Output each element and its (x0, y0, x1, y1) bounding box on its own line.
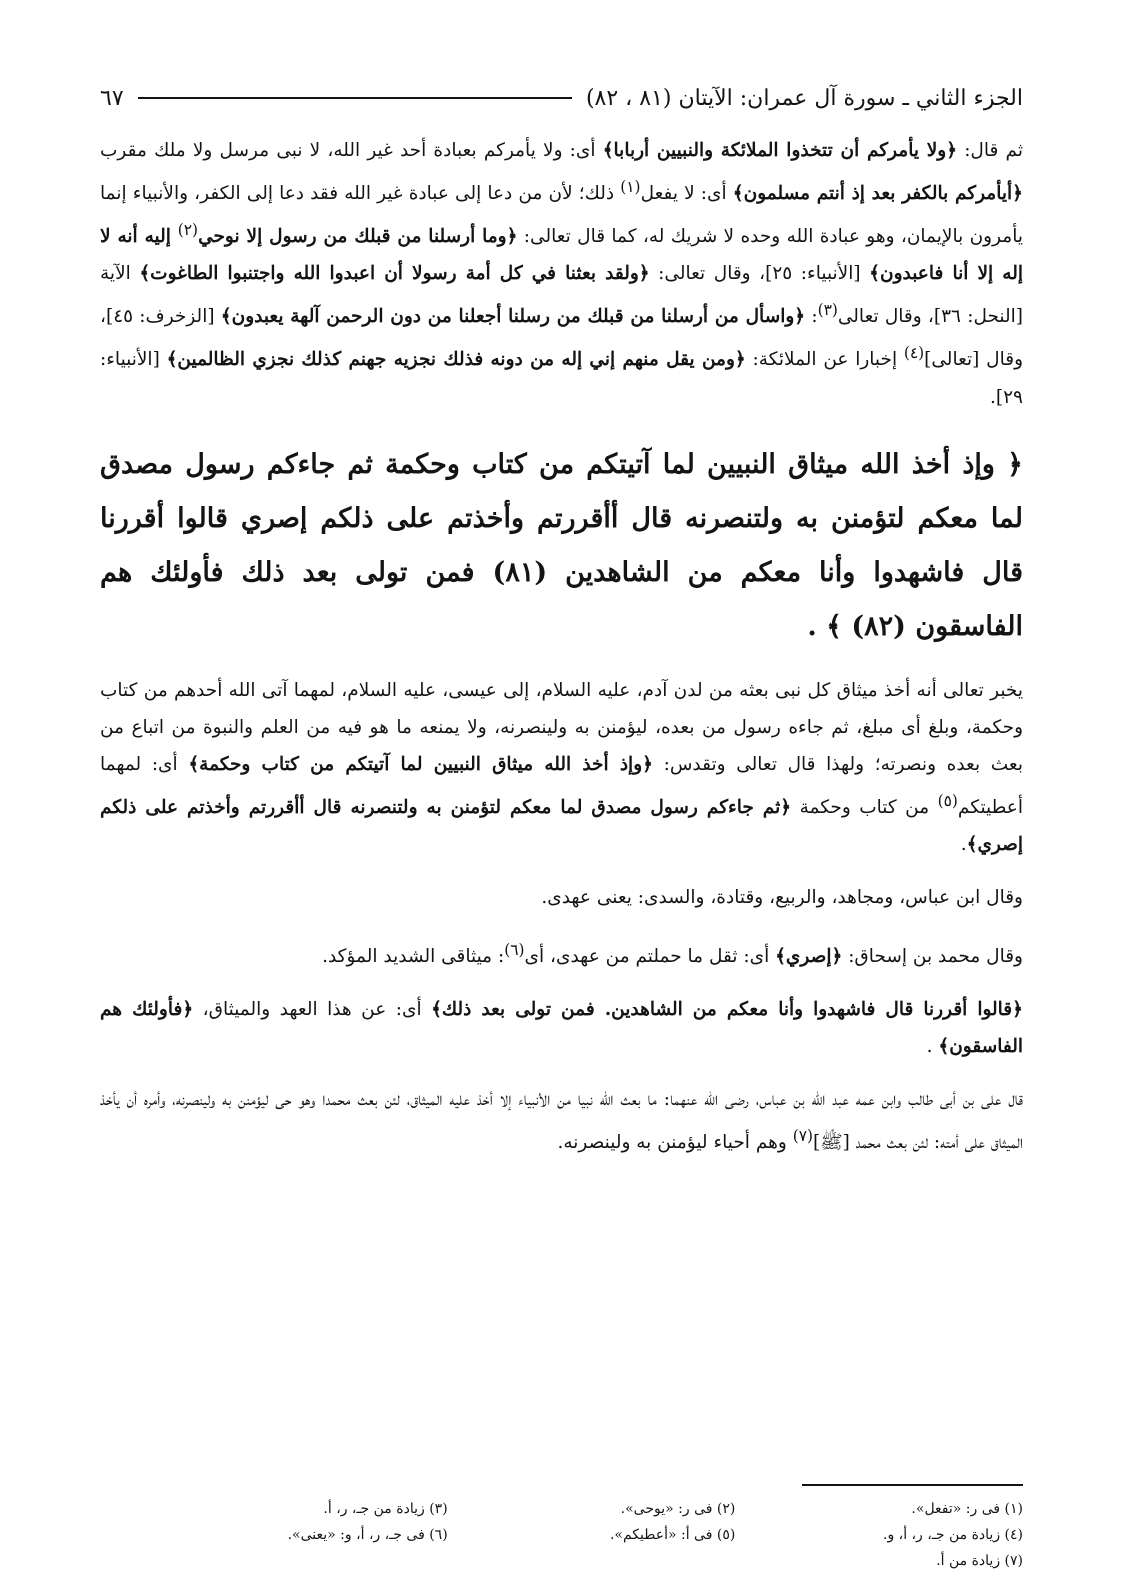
paragraph-6 (100, 1081, 1023, 1161)
footnote-4: (٤) زيادة من جـ، ر، أ، و. (883, 1527, 1023, 1543)
footnote-ref[interactable]: (٢) (177, 221, 199, 240)
footnote-divider (802, 1484, 1023, 1486)
text: الآية [النحل: ٣٦]، وقال تعالى (100, 263, 1023, 328)
footnotes (180, 1500, 1023, 1570)
quran-quote: ﴿واسأل من أرسلنا من قبلك من رسلنا أجعلنا من دون الرحمن آلهة يعبدون﴾ (220, 306, 806, 328)
text: ذلك؛ لأن من دعا إلى عبادة غير الله فقد دعا إلى الكفر، والأنبياء إنما يأمرون بالإيمان، وهو عبادة الله وحده لا شريك له، كما قال تعالى: (100, 183, 1023, 248)
quran-quote: ﴿قالوا أقررنا قال فاشهدوا وأنا معكم من الشاهدين. فمن تولى بعد ذلك﴾ (431, 998, 1023, 1020)
footnote-3: (٣) زيادة من جـ، ر، أ. (323, 1501, 448, 1517)
quran-quote: ﴿وما أرسلنا من قبلك من رسول إلا نوحي (198, 226, 518, 248)
text: : (805, 306, 818, 328)
text: أى: ولا يأمركم بعبادة أحد غير الله، لا نبى مرسل ولا ملك مقرب (100, 140, 603, 161)
quran-quote: ﴿ومن يقل منهم إني إله من دونه فذلك نجزيه جهنم كذلك نجزي الظالمين﴾ (166, 349, 746, 371)
paragraph-4 (100, 932, 1023, 975)
footnote-7: (٧) زيادة من أ. (936, 1553, 1023, 1569)
quran-quote: ﴿فأولئك هم الفاسقون﴾ (100, 998, 1023, 1057)
footnote-5: (٥) فى أ: «أعطيكم». (609, 1527, 736, 1543)
text: [الأنبياء: ٢٥]، وقال تعالى: (649, 263, 870, 285)
quran-quote: ﴿أيأمركم بالكفر بعد إذ أنتم مسلمون﴾ (732, 183, 1023, 205)
page-body (100, 132, 1023, 1177)
verse-text: فمن تولى بعد ذلك فأولئك هم الفاسقون (100, 556, 1023, 642)
footnote-ref[interactable]: (٦) (504, 940, 525, 959)
text: أى: لا يفعل (640, 183, 733, 205)
page-number: ٦٧ (100, 85, 124, 111)
header-rule (138, 97, 572, 99)
text: أى: لمهما أعطيتكم (100, 753, 1023, 818)
text: ثم قال: (957, 140, 1023, 161)
footnote-ref[interactable]: (٤) (903, 344, 925, 363)
paragraph-3 (100, 879, 1023, 916)
paragraph-1 (100, 132, 1023, 416)
text: وقال محمد بن إسحاق: (842, 945, 1023, 967)
quran-quote: إليه أنه لا إله إلا أنا فاعبدون﴾ (100, 226, 1024, 285)
quran-quote: ﴿ثم جاءكم رسول مصدق لما معكم لتؤمنن به ولتنصرنه قال أأقررتم وأخذتم على ذلكم إصري﴾ (100, 796, 1023, 855)
footnote-ref[interactable]: (١) (620, 178, 641, 196)
footnote-ref[interactable]: (٣) (817, 301, 838, 320)
footnote-1: (١) فى ر: «تفعل». (911, 1501, 1023, 1517)
text: أى: ثقل ما حملتم من عهدى، أى (524, 945, 776, 967)
verse-text: ﴿ وإذ أخذ الله ميثاق النبيين لما آتيتكم من كتاب وحكمة ثم جاءكم رسول مصدق لما معكم لتؤمنن به ولتنصرنه قال أأقررتم وأخذتم على ذلكم إصري قالوا أقررنا قال فاشهدوا وأنا معكم من الشاهدين (100, 448, 1023, 588)
quran-quote: ﴿إصري﴾ (775, 945, 843, 967)
paragraph-2 (100, 672, 1023, 863)
header-title: الجزء الثاني ـ سورة آل عمران: الآيتان (٨١ ، ٨٢) (585, 85, 1023, 111)
footnote-2: (٢) فى ر: «يوحى». (620, 1501, 736, 1517)
text: . (926, 1035, 939, 1057)
verse-number: (٨٢) (851, 610, 906, 642)
text: إخبارا عن الملائكة: (745, 349, 904, 371)
running-header (100, 78, 1023, 118)
verse-block (100, 438, 1023, 654)
text: : ميثاقى الشديد المؤكد. (322, 945, 505, 967)
text: وقال ابن عباس، ومجاهد، والربيع، وقتادة، والسدى: يعنى عهدى. (541, 886, 1023, 908)
text: من كتاب وحكمة (791, 796, 938, 818)
text: يخبر تعالى أنه أخذ ميثاق كل نبى بعثه من لدن آدم، عليه السلام، إلى عيسى، عليه السلام، لمهما آتى الله أحدهم من كتاب وحكمة، وبلغ أى مبلغ، ثم جاءه رسول من بعده، ليؤمنن به ولينصرنه، ولا يمنعه ما هو فيه من العلم والنبوة من اتباع من بعث بعده ونصرته؛ ولهذا قال تعالى وتقدس: (100, 679, 1023, 775)
text: [الأنبياء: ٢٩]. (100, 349, 1023, 408)
quran-quote: ﴿ولا يأمركم أن تتخذوا الملائكة والنبيين أربابا﴾ (602, 140, 958, 161)
text: [الزخرف: ٤٥]، وقال [تعالى] (100, 306, 1023, 371)
text: قال على بن أبى طالب وابن عمه عبد الله بن عباس، رضى الله عنهما: ما بعث الله نبيا من الأنبياء إلا أخذ عليه الميثاق، لئن بعث محمدا وهو حى ليؤمنن به ولينصرنه، وأمره أن يأخذ الميثاق على أمته: لئن بعث محمد [ﷺ] (100, 1088, 1023, 1154)
quran-quote: ﴿ولقد بعثنا في كل أمة رسولا أن اعبدوا الله واجتنبوا الطاغوت﴾ (139, 263, 650, 285)
text: وهم أحياء ليؤمنن به ولينصرنه. (557, 1132, 793, 1154)
footnote-6: (٦) فى جـ، ر، أ، و: «يعنى». (287, 1527, 448, 1543)
text: . (960, 833, 967, 855)
verse-number: (٨١) (492, 556, 548, 588)
footnote-ref[interactable]: (٧) (792, 1126, 814, 1145)
footnote-ref[interactable]: (٥) (937, 791, 958, 810)
quran-quote: ﴿وإذ أخذ الله ميثاق النبيين لما آتيتكم من كتاب وحكمة﴾ (188, 753, 653, 775)
verse-end: ﴾ . (807, 610, 852, 642)
text: أى: عن هذا العهد والميثاق، (193, 998, 432, 1020)
paragraph-5 (100, 991, 1023, 1065)
